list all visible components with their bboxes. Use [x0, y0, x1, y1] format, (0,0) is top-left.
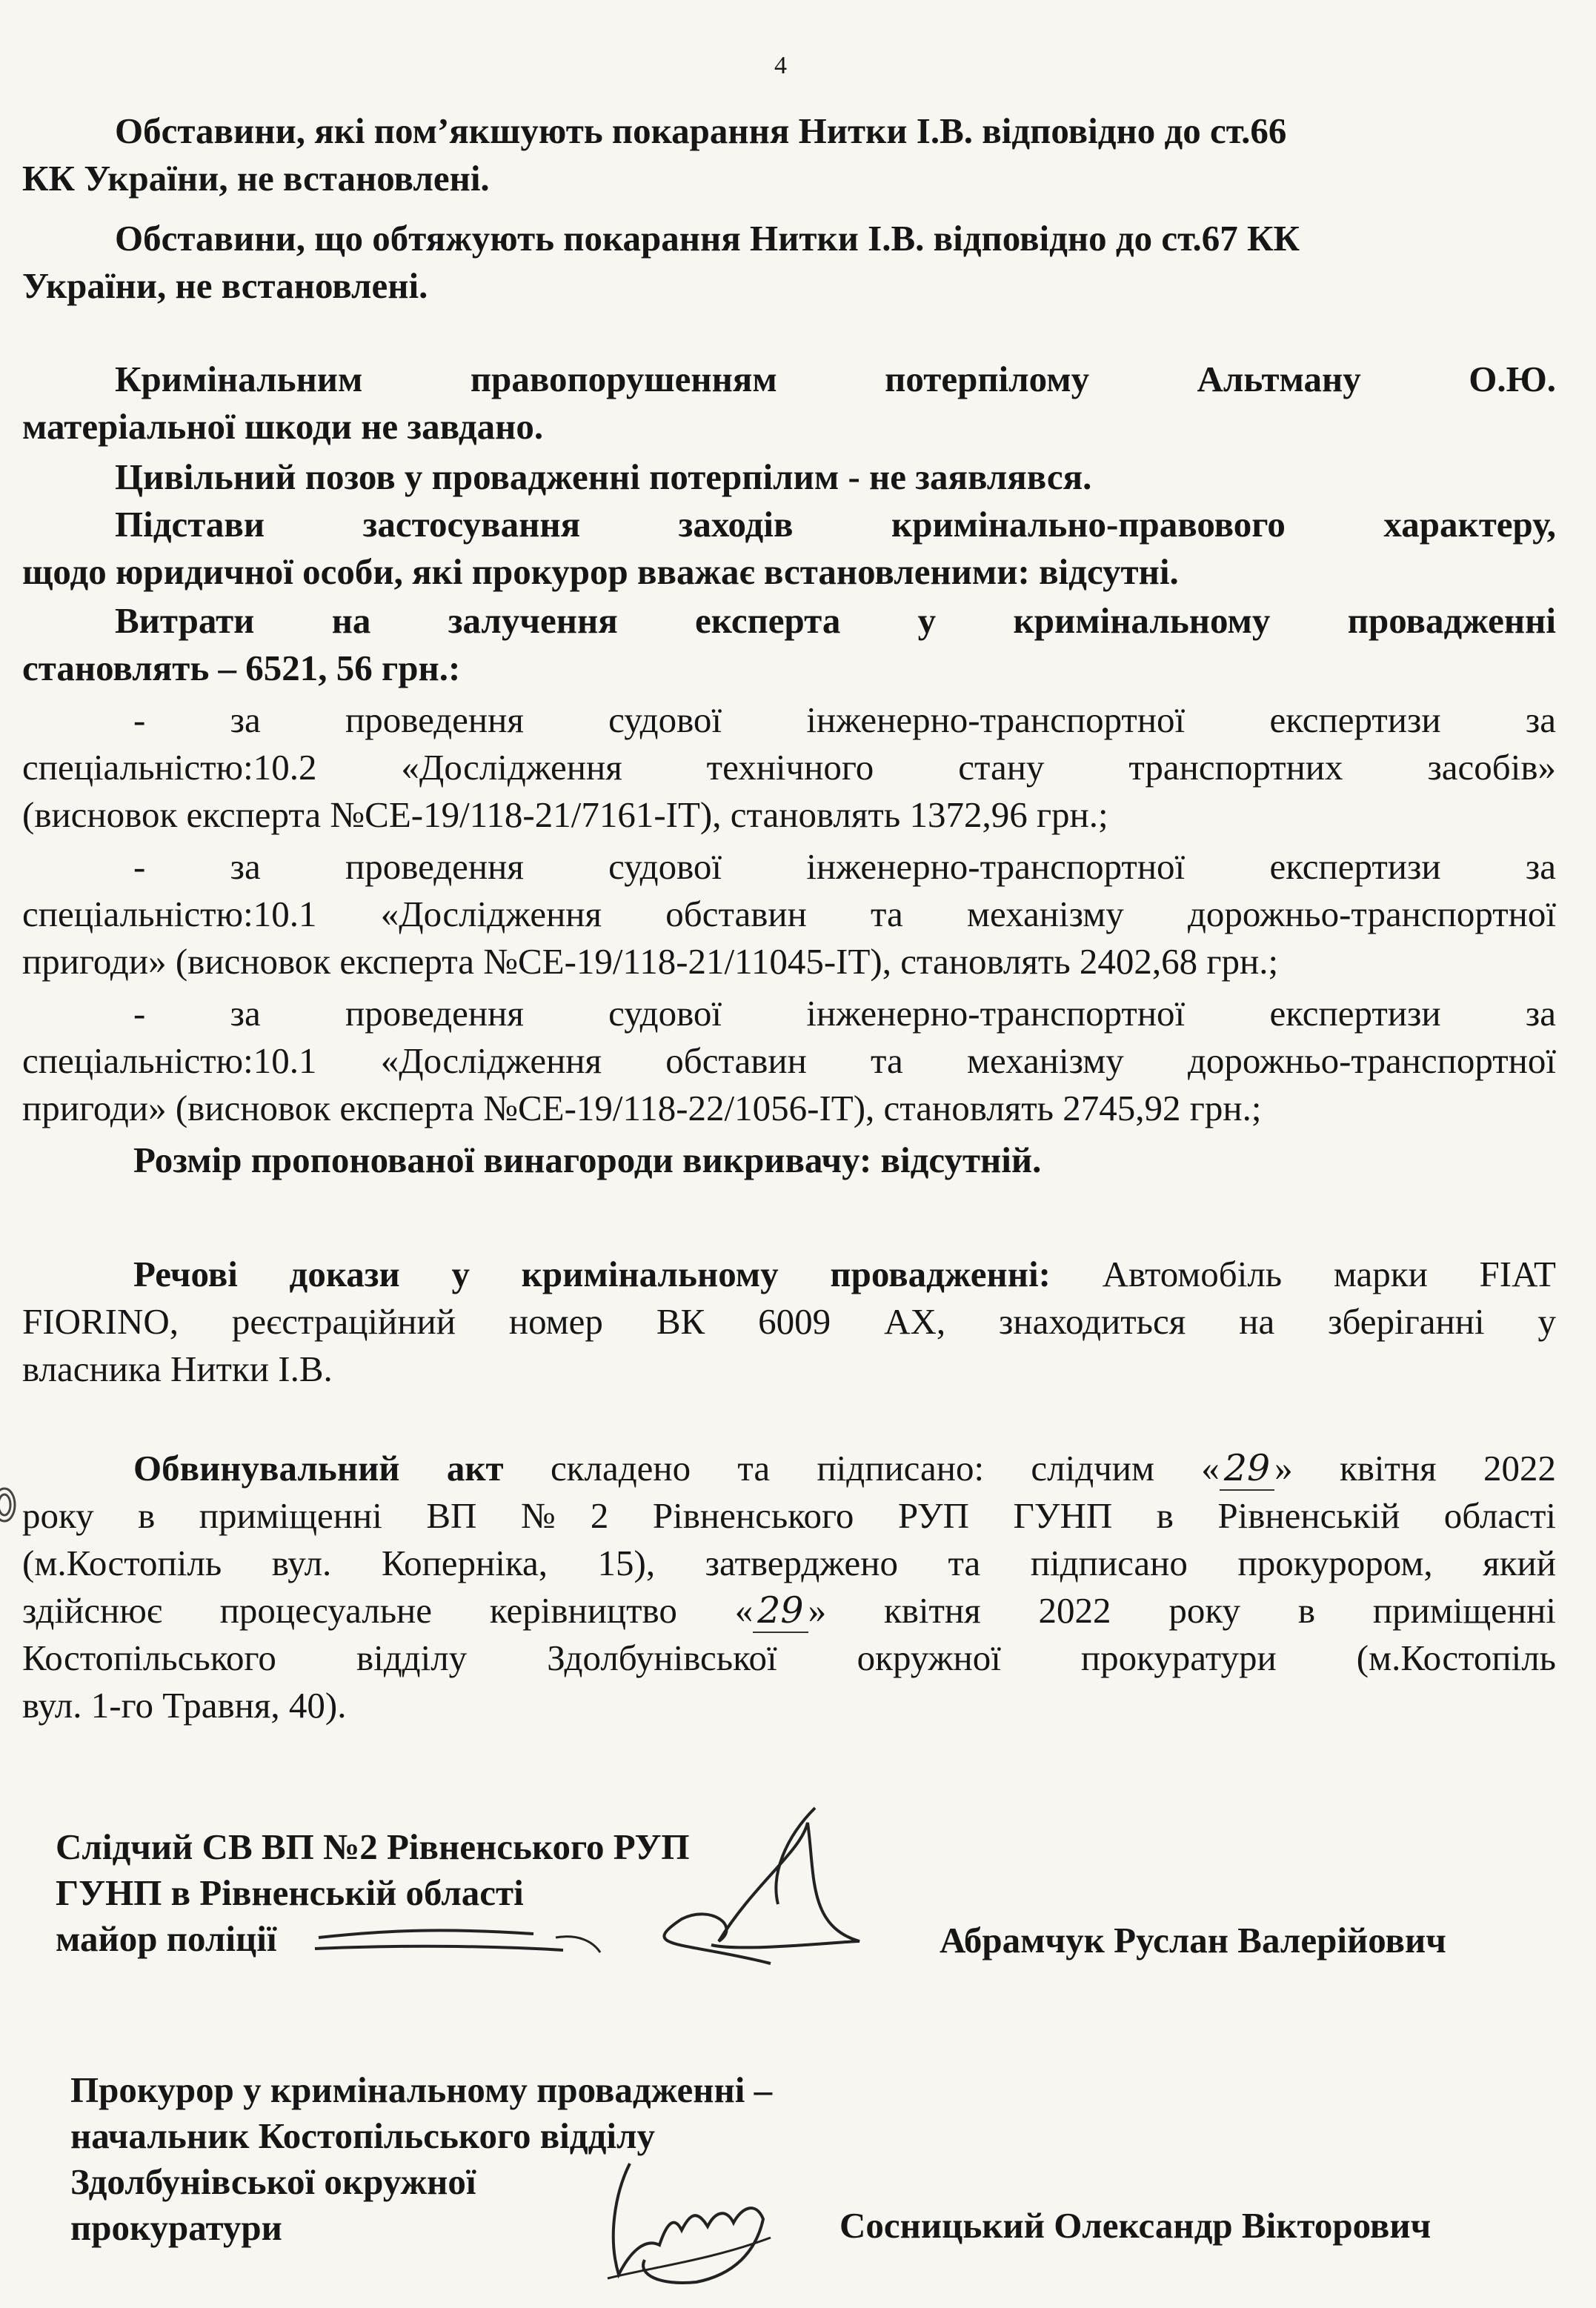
mitigating-line-2: КК України, не встановлені. — [22, 158, 490, 199]
act-line-1b: » квітня 2022 — [1274, 1448, 1556, 1489]
prosecutor-name: Сосницький Олександр Вікторович — [839, 2205, 1432, 2246]
investigator-line-2: ГУНП в Рівненській області — [56, 1872, 524, 1913]
indictment-act — [22, 1445, 1556, 1729]
material-damage — [22, 356, 1556, 450]
aggravating-line-1: Обставини, що обтяжують покарання Нитки І.В. відповідно до ст.67 КК — [115, 218, 1300, 259]
expert1-line-2: спеціальністю:10.2 «Дослідження технічного стану транспортних засобів» — [22, 747, 1556, 788]
act-line-4a: здійснює процесуальне керівництво « — [22, 1590, 754, 1631]
prosecutor-line-3: Здолбунівської окружної — [70, 2161, 476, 2202]
handwritten-day-1: 29 — [1220, 1447, 1274, 1491]
act-label: Обвинувальний акт — [133, 1448, 504, 1489]
expert2-line-3: пригоди» (висновок експерта №СЕ-19/118-21/11045-ІТ), становлять 2402,68 грн.; — [22, 941, 1279, 982]
prosecutor-line-2: начальник Костопільського відділу — [70, 2115, 655, 2156]
act-line-3: (м.Костопіль вул. Коперніка, 15), затверджено та підписано прокурором, який — [22, 1543, 1556, 1583]
prosecutor-line-1: Прокурор у кримінальному провадженні – — [70, 2069, 773, 2110]
material-evidence — [22, 1251, 1556, 1393]
evidence-line-3: власника Нитки І.В. — [22, 1348, 333, 1389]
act-line-1a: складено та підписано: слідчим « — [550, 1448, 1220, 1489]
expert3-line-1: - за проведення судової інженерно-транспортної експертизи за — [133, 993, 1556, 1034]
expert-item-2 — [22, 843, 1556, 985]
evidence-line-2: FIORINO, реєстраційний номер ВК 6009 АХ, знаходиться на зберіганні у — [22, 1301, 1556, 1342]
legal-entity-measures — [22, 501, 1556, 596]
prosecutor-line-4: прокуратури — [70, 2207, 282, 2248]
act-line-4b: » квітня 2022 року в приміщенні — [808, 1590, 1556, 1631]
expert-item-1 — [22, 696, 1556, 839]
binder-hole-mark — [0, 1486, 24, 1524]
investigator-name: Абрамчук Руслан Валерійович — [940, 1920, 1446, 1961]
expert3-line-2: спеціальністю:10.1 «Дослідження обставин та механізму дорожньо-транспортної — [22, 1040, 1556, 1081]
prosecutor-signature — [585, 2149, 808, 2297]
investigator-line-3: майор поліції — [56, 1918, 277, 1959]
legal-entity-line-1: Підстави застосування заходів кримінально-правового характеру, — [115, 504, 1556, 545]
handwritten-day-2: 29 — [753, 1589, 808, 1633]
act-line-6: вул. 1-го Травня, 40). — [22, 1685, 347, 1726]
page-number: 4 — [774, 52, 787, 79]
damage-line-2: матеріальної шкоди не завдано. — [22, 406, 544, 447]
evidence-label: Речові докази у кримінальному провадженні: — [133, 1254, 1051, 1294]
mitigating-circumstances — [22, 107, 1556, 202]
investigator-line-1: Слідчий СВ ВП №2 Рівненського РУП — [56, 1826, 690, 1867]
expert2-line-2: спеціальністю:10.1 «Дослідження обставин та механізму дорожньо-транспортної — [22, 894, 1556, 934]
expert-costs — [22, 597, 1556, 692]
act-line-5: Костопільського відділу Здолбунівської окружної прокуратури (м.Костопіль — [22, 1637, 1556, 1678]
expert2-line-1: - за проведення судової інженерно-транспортної експертизи за — [133, 846, 1556, 887]
evidence-line-1: Автомобіль марки FIAT — [1102, 1254, 1556, 1294]
civil-claim — [22, 453, 1556, 501]
expert3-line-3: пригоди» (висновок експерта №СЕ-19/118-22/1056-ІТ), становлять 2745,92 грн.; — [22, 1088, 1262, 1128]
expert-item-3 — [22, 990, 1556, 1132]
investigator-signature — [296, 1793, 889, 1986]
reward-text: Розмір пропонованої винагороди викривачу: відсутній. — [133, 1140, 1042, 1180]
aggravating-circumstances — [22, 215, 1556, 310]
expert1-line-3: (висновок експерта №СЕ-19/118-21/7161-ІТ), становлять 1372,96 грн.; — [22, 794, 1108, 835]
aggravating-line-2: України, не встановлені. — [22, 265, 428, 306]
damage-line-1: Кримінальним правопорушенням потерпілому Альтману О.Ю. — [115, 359, 1556, 399]
legal-entity-line-2: щодо юридичної особи, які прокурор вважає встановленими: відсутні. — [22, 551, 1179, 592]
act-line-2: року в приміщенні ВП №2 Рівненського РУП ГУНП в Рівненській області — [22, 1495, 1556, 1536]
mitigating-line-1: Обставини, які пом’якшують покарання Нитки І.В. відповідно до ст.66 — [115, 110, 1287, 151]
civil-claim-text: Цивільний позов у провадженні потерпілим - не заявлявся. — [115, 456, 1092, 497]
whistleblower-reward — [22, 1137, 1556, 1184]
expert1-line-1: - за проведення судової інженерно-транспортної експертизи за — [133, 699, 1556, 740]
costs-line-1: Витрати на залучення експерта у кримінальному провадженні — [115, 600, 1556, 641]
costs-line-2: становлять – 6521, 56 грн.: — [22, 648, 461, 688]
